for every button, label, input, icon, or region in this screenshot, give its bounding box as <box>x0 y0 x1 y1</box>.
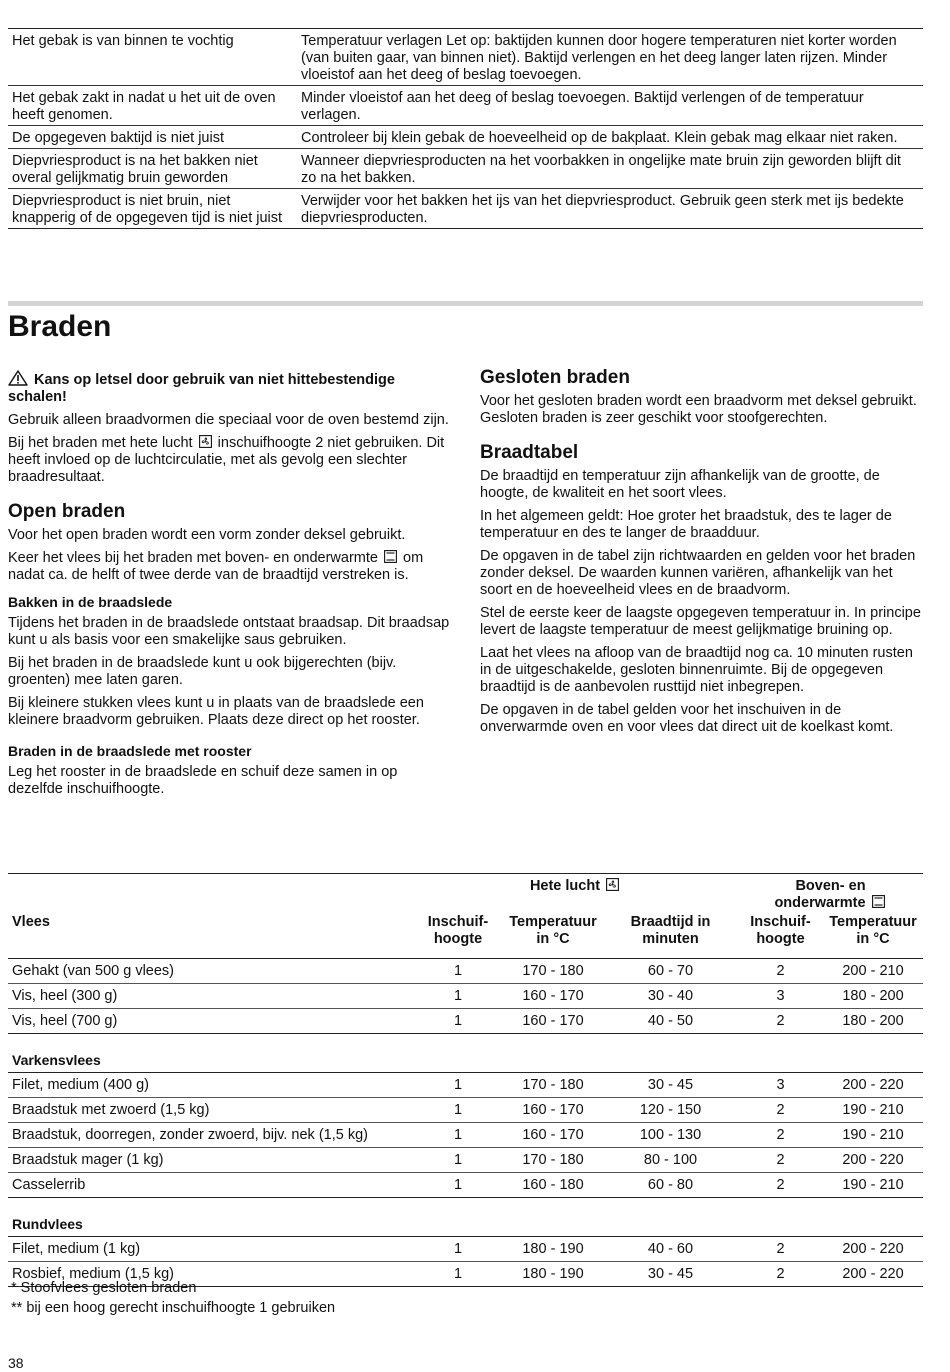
cell-vlees: Gehakt (van 500 g vlees) <box>8 959 413 984</box>
header-column-row <box>8 914 923 959</box>
cell-value: 1 <box>413 1073 503 1098</box>
hot-air-icon <box>606 878 619 891</box>
cell-value: 190 - 210 <box>823 1173 923 1198</box>
problem-cell: Het gebak is van binnen te vochtig <box>8 29 297 86</box>
cell-value: 1 <box>413 1009 503 1034</box>
open-braden-p2-before: Keer het vlees bij het braden met boven- en onderwarmte <box>8 550 378 566</box>
col-temperatuur-2 <box>823 914 923 959</box>
roasting-table-head <box>8 874 923 959</box>
page-number: 38 <box>8 1355 24 1371</box>
cell-value: 160 - 170 <box>503 1009 603 1034</box>
note-1: * Stoofvlees gesloten braden <box>11 1280 197 1296</box>
braadtabel-p2: In het algemeen geldt: Hoe groter het braadstuk, des te lager de temperatuur en des te langer de braadduur. <box>480 508 892 541</box>
cell-value: 190 - 210 <box>823 1123 923 1148</box>
problem-cell: Het gebak zakt in nadat u het uit de oven heeft genomen. <box>8 86 297 126</box>
cell-value: 30 - 40 <box>603 984 738 1009</box>
cell-value: 180 - 190 <box>503 1262 603 1287</box>
problem-cell: De opgegeven baktijd is niet juist <box>8 126 297 149</box>
solution-cell: Verwijder voor het bakken het ijs van het diepvriesproduct. Gebruik geen sterk met ijs bedekte diepvriesproducten. <box>297 189 923 229</box>
col-inschuif-1: Inschuif- <box>427 914 489 930</box>
group-label: Varkensvlees <box>8 1034 923 1073</box>
col-braadtijd-2: minuten <box>642 931 699 947</box>
hot-air-note-after: inschuifhoogte 2 niet gebruiken. Dit heeft invloed op de luchtcirculatie, met als gevolg een slechter braadresultaat. <box>8 435 445 485</box>
header-empty <box>8 874 413 915</box>
bakken-braadslede-title: Bakken in de braadslede <box>8 594 173 610</box>
hot-air-note-before: Bij het braden met hete lucht <box>8 435 193 451</box>
table-row <box>8 149 923 189</box>
cell-value: 2 <box>738 1098 823 1123</box>
troubleshooting-body <box>8 29 923 229</box>
cell-value: 1 <box>413 1173 503 1198</box>
cell-value: 2 <box>738 1262 823 1287</box>
cell-value: 2 <box>738 1123 823 1148</box>
gesloten-braden-p1: Voor het gesloten braden wordt een braadvorm met deksel gebruikt. Gesloten braden is zeer geschikt voor stoofgerechten. <box>480 393 917 426</box>
solution-cell: Minder vloeistof aan het deeg of beslag toevoegen. Baktijd verlengen of de temperatuur verlagen. <box>297 86 923 126</box>
cell-value: 160 - 170 <box>503 984 603 1009</box>
roasting-table <box>8 873 923 1287</box>
warning-title-text: Kans op letsel door gebruik van niet hittebestendige schalen! <box>8 372 395 405</box>
open-braden-title: Open braden <box>8 501 126 522</box>
cell-value: 180 - 200 <box>823 984 923 1009</box>
cell-value: 190 - 210 <box>823 1098 923 1123</box>
col-braadtijd-1: Braadtijd in <box>630 914 711 930</box>
hot-air-note <box>8 435 453 486</box>
cell-value: 1 <box>413 1262 503 1287</box>
braadtabel-p1: De braadtijd en temperatuur zijn afhankelijk van de grootte, de hoogte, de kwaliteit en het soort vlees. <box>480 468 880 501</box>
cell-value: 80 - 100 <box>603 1148 738 1173</box>
open-braden-p2-after: om nadat ca. de helft of twee derde van de braadtijd verstreken is. <box>8 550 424 583</box>
cell-value: 200 - 220 <box>823 1148 923 1173</box>
cell-value: 2 <box>738 1009 823 1034</box>
cell-value: 2 <box>738 959 823 984</box>
cell-value: 100 - 130 <box>603 1123 738 1148</box>
section-divider <box>8 301 923 306</box>
warning-title <box>8 370 453 406</box>
cell-value: 1 <box>413 984 503 1009</box>
col-inschuif <box>413 914 503 959</box>
cell-vlees: Braadstuk met zwoerd (1,5 kg) <box>8 1098 413 1123</box>
col-vlees: Vlees <box>12 914 50 930</box>
col-temp2-1: Temperatuur <box>829 914 917 930</box>
cell-value: 170 - 180 <box>503 1073 603 1098</box>
warning-triangle-icon <box>8 370 28 386</box>
cell-value: 2 <box>738 1148 823 1173</box>
section-title: Braden <box>8 310 112 343</box>
cell-value: 1 <box>413 1237 503 1262</box>
right-column <box>480 366 925 742</box>
cell-value: 200 - 220 <box>823 1262 923 1287</box>
cell-value: 1 <box>413 1123 503 1148</box>
cell-vlees: Casselerrib <box>8 1173 413 1198</box>
cell-value: 170 - 180 <box>503 959 603 984</box>
problem-cell: Diepvriesproduct is na het bakken niet overal gelijkmatig bruin geworden <box>8 149 297 189</box>
bakken-braadslede-p3: Bij kleinere stukken vlees kunt u in plaats van de braadslede een kleinere braadvorm gebruiken. Plaats deze direct op het rooster. <box>8 695 424 728</box>
cell-value: 120 - 150 <box>603 1098 738 1123</box>
cell-value: 160 - 170 <box>503 1098 603 1123</box>
col-inschuif2-1: Inschuif- <box>750 914 811 930</box>
table-row <box>8 126 923 149</box>
table-row <box>8 1009 923 1034</box>
cell-value: 40 - 60 <box>603 1237 738 1262</box>
gesloten-braden-title: Gesloten braden <box>480 367 630 388</box>
cell-vlees: Filet, medium (1 kg) <box>8 1237 413 1262</box>
cell-value: 3 <box>738 1073 823 1098</box>
header-hot-air <box>413 874 738 915</box>
col-braadtijd <box>603 914 738 959</box>
top-bottom-heat-icon <box>872 895 885 908</box>
header-group-row <box>8 874 923 915</box>
group-label: Rundvlees <box>8 1198 923 1237</box>
cell-value: 200 - 220 <box>823 1237 923 1262</box>
braden-rooster-p1: Leg het rooster in de braadslede en schuif deze samen in op dezelfde inschuifhoogte. <box>8 764 398 797</box>
bakken-braadslede-p1: Tijdens het braden in de braadslede ontstaat braadsap. Dit braadsap kunt u als basis voor een smakelijke saus gebruiken. <box>8 615 450 648</box>
cell-value: 60 - 80 <box>603 1173 738 1198</box>
table-row <box>8 1148 923 1173</box>
solution-cell: Controleer bij klein gebak de hoeveelheid op de bakplaat. Klein gebak mag elkaar niet raken. <box>297 126 923 149</box>
warning-text: Gebruik alleen braadvormen die speciaal voor de oven bestemd zijn. <box>8 412 449 428</box>
note-2: ** bij een hoog gerecht inschuifhoogte 1 gebruiken <box>11 1300 336 1316</box>
cell-vlees: Filet, medium (400 g) <box>8 1073 413 1098</box>
cell-vlees: Braadstuk mager (1 kg) <box>8 1148 413 1173</box>
cell-value: 40 - 50 <box>603 1009 738 1034</box>
table-row <box>8 1073 923 1098</box>
table-row <box>8 1237 923 1262</box>
table-row <box>8 1098 923 1123</box>
cell-value: 1 <box>413 1098 503 1123</box>
braadtabel-title: Braadtabel <box>480 442 579 463</box>
cell-value: 170 - 180 <box>503 1148 603 1173</box>
header-top-bottom-label-2: onderwarmte <box>774 895 866 911</box>
cell-vlees: Vis, heel (300 g) <box>8 984 413 1009</box>
bakken-braadslede-p2: Bij het braden in de braadslede kunt u ook bijgerechten (bijv. groenten) mee laten garen. <box>8 655 397 688</box>
roasting-table-body <box>8 959 923 1287</box>
cell-value: 160 - 180 <box>503 1173 603 1198</box>
cell-value: 2 <box>738 1237 823 1262</box>
cell-vlees: Rosbief, medium (1,5 kg) <box>8 1262 413 1287</box>
troubleshooting-table <box>8 28 923 229</box>
table-row <box>8 984 923 1009</box>
col-temp2-2: in °C <box>856 931 890 947</box>
table-row <box>8 959 923 984</box>
table-row <box>8 29 923 86</box>
table-row <box>8 86 923 126</box>
braden-rooster-title: Braden in de braadslede met rooster <box>8 743 252 759</box>
cell-vlees: Vis, heel (700 g) <box>8 1009 413 1034</box>
open-braden-p1: Voor het open braden wordt een vorm zonder deksel gebruikt. <box>8 527 406 543</box>
table-notes <box>11 1278 335 1318</box>
header-top-bottom-heat <box>738 874 923 915</box>
cell-value: 160 - 170 <box>503 1123 603 1148</box>
cell-value: 30 - 45 <box>603 1262 738 1287</box>
table-row <box>8 1173 923 1198</box>
braadtabel-p3: De opgaven in de tabel zijn richtwaarden en gelden voor het braden zonder deksel. De waarden kunnen variëren, afhankelijk van het soort en de hoeveelheid vlees en de braadvorm. <box>480 548 916 598</box>
cell-value: 1 <box>413 959 503 984</box>
top-bottom-heat-icon <box>384 550 397 563</box>
cell-value: 200 - 210 <box>823 959 923 984</box>
col-inschuif-2 <box>738 914 823 959</box>
header-top-bottom-label-1: Boven- en <box>795 878 866 894</box>
col-inschuif2-2: hoogte <box>756 931 805 947</box>
cell-value: 180 - 200 <box>823 1009 923 1034</box>
braadtabel-p6: De opgaven in de tabel gelden voor het inschuiven in de onverwarmde oven en voor vlees dat direct uit de koelkast komt. <box>480 702 894 735</box>
braadtabel-p4: Stel de eerste keer de laagste opgegeven temperatuur in. In principe levert de laagste temperatuur de meest gelijkmatige bruining op. <box>480 605 921 638</box>
cell-value: 180 - 190 <box>503 1237 603 1262</box>
col-temp-1: Temperatuur <box>509 914 597 930</box>
col-inschuif-2: hoogte <box>433 931 483 947</box>
header-hot-air-label: Hete lucht <box>529 878 601 894</box>
solution-cell: Temperatuur verlagen Let op: baktijden kunnen door hogere temperaturen niet korter worden (van buiten gaar, van binnen niet). Baktijd verlengen en het deeg langer laten rijzen. Minder vloeistof aan het deeg of beslag toevoegen. <box>297 29 923 86</box>
table-row <box>8 189 923 229</box>
cell-value: 1 <box>413 1148 503 1173</box>
open-braden-p2 <box>8 550 453 584</box>
col-temperatuur <box>503 914 603 959</box>
left-column <box>8 370 453 804</box>
problem-cell: Diepvriesproduct is niet bruin, niet knapperig of de opgegeven tijd is niet juist <box>8 189 297 229</box>
cell-value: 200 - 220 <box>823 1073 923 1098</box>
group-row <box>8 1198 923 1237</box>
cell-value: 30 - 45 <box>603 1073 738 1098</box>
braadtabel-p5: Laat het vlees na afloop van de braadtijd nog ca. 10 minuten rusten in de uitgeschakelde, gesloten binnenruimte. Bij de opgegeven braadtijd is de aanbevolen rusttijd niet inbegrepen. <box>480 645 913 695</box>
group-row <box>8 1034 923 1073</box>
col-temp-2: in °C <box>536 931 570 947</box>
cell-value: 60 - 70 <box>603 959 738 984</box>
solution-cell: Wanneer diepvriesproducten na het voorbakken in ongelijke mate bruin zijn geworden blijft dit zo na het bakken. <box>297 149 923 189</box>
cell-value: 2 <box>738 1173 823 1198</box>
cell-value: 3 <box>738 984 823 1009</box>
hot-air-icon <box>199 435 212 448</box>
table-row <box>8 1123 923 1148</box>
cell-vlees: Braadstuk, doorregen, zonder zwoerd, bijv. nek (1,5 kg) <box>8 1123 413 1148</box>
